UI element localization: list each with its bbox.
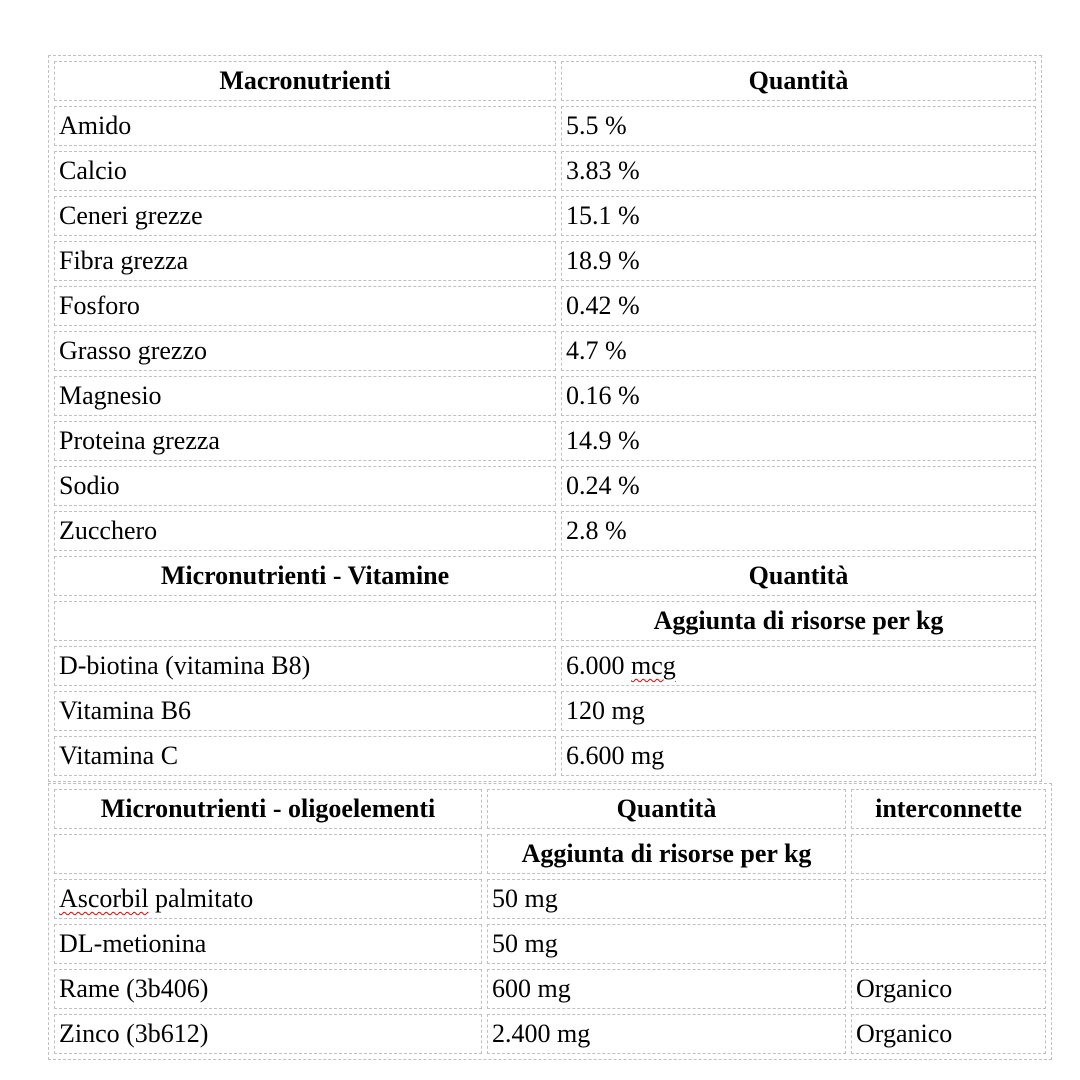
- source-cell: [851, 879, 1046, 919]
- quantity-cell: 0.42 %: [561, 286, 1036, 326]
- quantity-cell: 2.8 %: [561, 511, 1036, 551]
- empty-cell: [54, 834, 482, 874]
- quantity-header: Quantità: [561, 556, 1036, 596]
- quantity-value: 6.000: [566, 651, 631, 680]
- interconnected-header: interconnette: [851, 789, 1046, 829]
- empty-cell: [851, 834, 1046, 874]
- nutrient-name-rest: palmitato: [148, 884, 254, 913]
- empty-cell: [54, 601, 556, 641]
- nutrient-name-cell: Sodio: [54, 466, 556, 506]
- quantity-cell: 0.16 %: [561, 376, 1036, 416]
- quantity-cell: [561, 646, 1036, 686]
- nutrient-name-cell: [54, 879, 482, 919]
- quantity-cell: 18.9 %: [561, 241, 1036, 281]
- quantity-cell: 50 mg: [487, 879, 846, 919]
- table-row: [54, 969, 1046, 1009]
- micronutrients-vitamins-header: Micronutrienti - Vitamine: [54, 556, 556, 596]
- quantity-cell: 14.9 %: [561, 421, 1036, 461]
- nutrient-name-cell: Vitamina B6: [54, 691, 556, 731]
- added-resources-per-kg-header: Aggiunta di risorse per kg: [561, 601, 1036, 641]
- source-cell: Organico: [851, 1014, 1046, 1054]
- table-row: [54, 879, 1046, 919]
- nutrient-name-cell: D-biotina (vitamina B8): [54, 646, 556, 686]
- nutrient-name-cell: Grasso grezzo: [54, 331, 556, 371]
- table-header-row: [54, 789, 1046, 829]
- nutrient-name-cell: Vitamina C: [54, 736, 556, 776]
- nutrient-name-cell: Rame (3b406): [54, 969, 482, 1009]
- table-row: [54, 286, 1036, 326]
- quantity-cell: 3.83 %: [561, 151, 1036, 191]
- nutrient-name-cell: Fosforo: [54, 286, 556, 326]
- misspelled-word: mcg: [631, 651, 676, 680]
- table-row: [54, 151, 1036, 191]
- source-cell: [851, 924, 1046, 964]
- document-page: [48, 55, 1052, 1060]
- quantity-cell: 4.7 %: [561, 331, 1036, 371]
- quantity-cell: 0.24 %: [561, 466, 1036, 506]
- macronutrients-table: [48, 55, 1042, 782]
- table-row: [54, 196, 1036, 236]
- misspelled-word: Ascorbil: [59, 884, 149, 913]
- source-cell: Organico: [851, 969, 1046, 1009]
- quantity-cell: 5.5 %: [561, 106, 1036, 146]
- nutrient-name-cell: Fibra grezza: [54, 241, 556, 281]
- quantity-header: Quantità: [561, 61, 1036, 101]
- oligoelements-table: [48, 783, 1052, 1060]
- table-row: [54, 106, 1036, 146]
- table-row: [54, 646, 1036, 686]
- nutrient-name-cell: DL-metionina: [54, 924, 482, 964]
- table-header-row: [54, 61, 1036, 101]
- table-row: [54, 466, 1036, 506]
- nutrient-name-cell: Zucchero: [54, 511, 556, 551]
- nutrient-name-cell: Magnesio: [54, 376, 556, 416]
- nutrient-name-cell: Ceneri grezze: [54, 196, 556, 236]
- table-row: [54, 376, 1036, 416]
- table-row: [54, 331, 1036, 371]
- nutrient-name-cell: Zinco (3b612): [54, 1014, 482, 1054]
- vitamins-header-row: [54, 556, 1036, 596]
- table-row: [54, 421, 1036, 461]
- quantity-cell: 600 mg: [487, 969, 846, 1009]
- quantity-cell: 2.400 mg: [487, 1014, 846, 1054]
- table-row: [54, 511, 1036, 551]
- quantity-cell: 120 mg: [561, 691, 1036, 731]
- subheader-row: [54, 834, 1046, 874]
- nutrient-name-cell: Proteina grezza: [54, 421, 556, 461]
- quantity-header: Quantità: [487, 789, 846, 829]
- quantity-cell: 15.1 %: [561, 196, 1036, 236]
- added-resources-per-kg-header: Aggiunta di risorse per kg: [487, 834, 846, 874]
- macronutrients-header: Macronutrienti: [54, 61, 556, 101]
- table-row: [54, 1014, 1046, 1054]
- table-row: [54, 736, 1036, 776]
- table-row: [54, 924, 1046, 964]
- nutrient-name-cell: Calcio: [54, 151, 556, 191]
- nutrient-name-cell: Amido: [54, 106, 556, 146]
- quantity-cell: 50 mg: [487, 924, 846, 964]
- table-row: [54, 691, 1036, 731]
- micronutrients-oligoelements-header: Micronutrienti - oligoelementi: [54, 789, 482, 829]
- vitamins-subheader-row: [54, 601, 1036, 641]
- quantity-cell: 6.600 mg: [561, 736, 1036, 776]
- table-row: [54, 241, 1036, 281]
